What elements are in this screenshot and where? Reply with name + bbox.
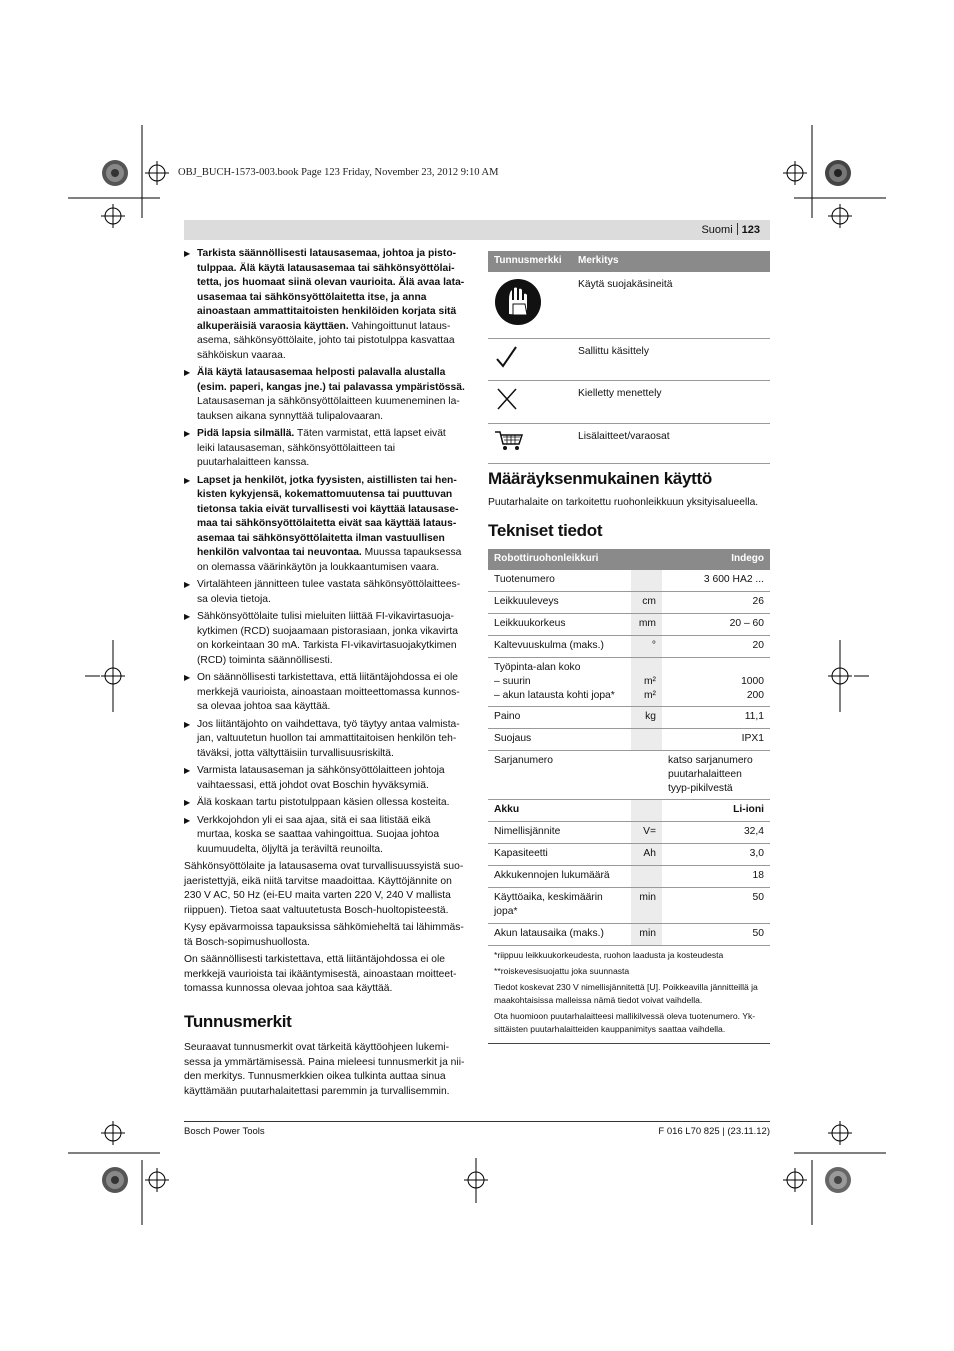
spec-label: Leikkuuleveys	[488, 591, 631, 613]
bullet-bold-text: Tarkista säännöllisesti latausasemaa, johtoa ja pisto-tulppaa. Älä käytä latausasemaa tai sähkönsyöttölai-tetta, jos huomaat siinä olevan vaurioita. Älä avaa lata-usasemaa tai sähkönsyöttölaitetta itse, ja anna ainoastaan ammattitaitoisten henkilöiden korjata sitä alkuperäisiä varaosia käyttäen.	[197, 248, 465, 332]
spec-unit: °	[631, 635, 662, 657]
footer-rule	[184, 1121, 770, 1122]
table-row	[488, 821, 770, 843]
bullet-arrow-icon: ▶	[184, 766, 191, 775]
spec-value: 3,0	[662, 843, 770, 865]
spec-unit	[631, 570, 662, 592]
page-number: 123	[741, 224, 760, 236]
bullet-arrow-icon: ▶	[184, 475, 191, 485]
spec-unit	[631, 865, 662, 887]
symbol-meaning: Lisälaitteet/varaosat	[572, 423, 770, 464]
gloves-icon	[494, 278, 542, 326]
bullet-arrow-icon: ▶	[184, 429, 191, 438]
note: Ota huomioon puutarhalaitteesi mallikilvessä oleva tuotenumero. Yk-sittäisten puutarhalaitteiden kauppanimitys saattaa vaihdella.	[494, 1010, 756, 1034]
spec-value: 50	[662, 923, 770, 945]
spec-value: 20	[662, 635, 770, 657]
table-row	[488, 381, 770, 424]
bullet-text: Vahingoittunut lataus-asema, sähkönsyöttölaite, johto tai pistotulppa kasvattaa sähköiskun vaaraa.	[197, 320, 455, 361]
table-row	[488, 706, 770, 728]
table-row	[488, 635, 770, 657]
file-info: OBJ_BUCH-1573-003.book Page 123 Friday, November 23, 2012 9:10 AM	[178, 167, 499, 178]
safety-bullet	[184, 610, 465, 668]
symbol-col-header: Tunnusmerkki	[488, 251, 572, 272]
note: **roiskevesisuojattu joka suunnasta	[494, 965, 630, 976]
spec-unit: min	[631, 923, 662, 945]
symbol-meaning: Kielletty menettely	[572, 381, 770, 424]
heading-tunnusmerkit: Tunnusmerkit	[184, 1011, 292, 1031]
table-row	[488, 799, 770, 821]
spec-unit: V=	[631, 821, 662, 843]
table-row	[488, 865, 770, 887]
spec-label: Akun latausaika (maks.)	[488, 923, 631, 945]
note: Tiedot koskevat 230 V nimellisjännitettä [U]. Poikkeavilla jännitteillä ja maakohtaisissa malleissa nämä tiedot voivat vaihdella.	[494, 981, 758, 1005]
spec-label: Kapasiteetti	[488, 843, 631, 865]
bullet-arrow-icon: ▶	[184, 368, 191, 377]
footer-right: F 016 L70 825 | (23.11.12)	[658, 1126, 770, 1137]
bullet-arrow-icon: ▶	[184, 815, 191, 825]
table-row	[488, 272, 770, 338]
spec-label: Sarjanumero	[488, 750, 662, 799]
spec-label: Akkukennojen lukumäärä	[488, 865, 631, 887]
bullet-arrow-icon: ▶	[184, 719, 191, 729]
bullet-arrow-icon: ▶	[184, 798, 191, 807]
bullet-arrow-icon: ▶	[184, 612, 191, 621]
spec-label: Paino	[488, 706, 631, 728]
tech-table-title: Robottiruohonleikkuri	[488, 549, 662, 570]
section-name: Suomi	[701, 224, 733, 236]
spec-unit: kg	[631, 706, 662, 728]
bullet-text: Sähkönsyöttölaite tulisi mieluiten liittää FI-vikavirtasuoja-kytkimen (RCD) suojaamaan pistorasiaan, jonka vikavirta on korkeintaan 30 mA. Tarkista FI-vikavirtasuojakytkimen (RCD) toiminta säännöllisesti.	[197, 611, 458, 666]
spec-label: Suojaus	[488, 728, 631, 750]
heading-tech-data: Tekniset tiedot	[488, 521, 603, 540]
check-icon	[494, 345, 520, 369]
right-column	[488, 251, 770, 1044]
page-header	[184, 220, 770, 240]
spec-unit	[631, 728, 662, 750]
left-column	[184, 247, 465, 1102]
bullet-text: Täten varmistat, että lapset eivät leiki latausaseman, sähkönsyöttölaitteen tai puutarhalaitteen kanssa.	[197, 428, 446, 468]
spec-label: Leikkuukorkeus	[488, 613, 631, 635]
spec-value: 50	[662, 887, 770, 923]
bullet-bold-text: Lapset ja henkilöt, jotka fyysisten, aistillisten tai hen-kisten kykyjensä, kokemattomuutensa tai puuttuvan tietonsa takia eivät turvallisesti voi käyttää latausase-maa tai sähkönsyöttölaitetta eivät saa käyttää lataus-asemaa tai sähkönsyöttölaitetta ilman vastuullisen henkilön valvontaa tai neuvontaa.	[197, 474, 459, 558]
safety-bullet	[184, 474, 465, 576]
spec-value: 3 600 HA2 ...	[662, 570, 770, 592]
table-row	[488, 887, 770, 923]
bullet-text: Verkkojohdon yli ei saa ajaa, sitä ei saa litistää eikä murtaa, koska se saattaa vahingoittua. Suojaa johtoa kuumuudelta, öljyltä ja teräviltä reunoilta.	[197, 814, 440, 855]
bullet-text: Latausaseman ja sähkönsyöttölaitteen kuumeneminen la-tauksen aikana synnyttää tulipalovaaran.	[197, 396, 460, 422]
bullet-text: Jos liitäntäjohto on vaihdettava, työ täytyy antaa valmista-jan, valtuutetun huollon tai ammattitaitoisen henkilön teh-täväksi, jotta vältyttäisiin turvallisuusriskiltä.	[197, 718, 460, 759]
safety-bullet	[184, 814, 465, 858]
spec-value: katso sarjanumero puutarhalaitteen tyyp-pikilvestä	[662, 750, 770, 799]
table-row	[488, 923, 770, 945]
spec-label: Työpinta-alan koko	[494, 661, 581, 673]
spec-unit: min	[631, 887, 662, 923]
safety-bullet	[184, 578, 465, 607]
table-row	[488, 613, 770, 635]
spec-value: 200	[746, 689, 764, 701]
spec-value: IPX1	[662, 728, 770, 750]
spec-value: 11,1	[662, 706, 770, 728]
table-row	[488, 570, 770, 592]
tech-data-table	[488, 549, 770, 946]
spec-label: Kaltevuuskulma (maks.)	[488, 635, 631, 657]
spec-label: Käyttöaika, keskimäärin jopa*	[488, 887, 631, 923]
table-row	[488, 423, 770, 464]
spec-value: 26	[662, 591, 770, 613]
table-row	[488, 750, 770, 799]
spec-label: Nimellisjännite	[488, 821, 631, 843]
spec-value: 18	[662, 865, 770, 887]
bullet-bold-text: Pidä lapsia silmällä.	[197, 428, 295, 439]
bullet-arrow-icon: ▶	[184, 580, 191, 589]
bullet-text: Muussa tapauksessa on olemassa väärinkäytön ja loukkaantumisen vaara.	[197, 547, 462, 573]
note: *riippuu leikkuukorkeudesta, ruohon laadusta ja kosteudesta	[494, 949, 724, 960]
symbol-meaning: Käytä suojakäsineitä	[572, 272, 770, 338]
cross-icon	[494, 387, 520, 411]
tunnus-text: Seuraavat tunnusmerkit ovat tärkeitä käyttöohjeen lukemi-sessa ja ymmärtämisessä. Paina mieleesi tunnusmerkit ja nii-den merkitys. Tunnusmerkkien oikea tulkinta auttaa sinua käyttämään puutarhalaitettasi paremmin ja turvallisemmin.	[184, 1042, 465, 1097]
safety-bullet	[184, 427, 465, 471]
footer-left: Bosch Power Tools	[184, 1126, 265, 1137]
intended-use-text: Puutarhalaite on tarkoitettu ruohonleikkuun yksityisalueella.	[488, 496, 759, 508]
symbol-meaning: Sallittu käsittely	[572, 338, 770, 381]
safety-bullet	[184, 796, 465, 811]
table-notes	[488, 946, 770, 1044]
spec-value: 20 – 60	[662, 613, 770, 635]
spec-unit: cm	[631, 591, 662, 613]
spec-unit: m²	[643, 675, 656, 687]
bullet-arrow-icon: ▶	[184, 673, 191, 682]
spec-value: 32,4	[662, 821, 770, 843]
safety-bullet	[184, 366, 465, 424]
bullet-text: Varmista latausaseman ja sähkönsyöttölaitteen johtoja vaihtaessasi, että johdot ovat Boschin hyväksymiä.	[197, 765, 445, 791]
spec-unit: Ah	[631, 843, 662, 865]
safety-bullet-list	[184, 247, 465, 857]
bullet-text: Älä koskaan tartu pistotulppaan käsien ollessa kosteita.	[197, 797, 450, 808]
paragraph: Sähkönsyöttölaite ja latausasema ovat turvallisuussyistä suo-jaeristettyjä, eikä niitä tarvitse maadoittaa. Käyttöjännite on 230 V AC, 50 Hz (ei-EU maita varten 220 V, 240 V mallista riippuen). Tietoa saat valtuutetusta Bosch-huoltopisteestä.	[184, 861, 464, 916]
spec-label: Tuotenumero	[488, 570, 631, 592]
spec-sublabel: – akun latausta kohti jopa*	[494, 689, 615, 701]
paragraph: On säännöllisesti tarkistettava, että liitäntäjohdossa ei ole merkkejä vaurioista tai ikääntymisestä, ainoastaan moitteet-tomassa kunnossa olevaa johtoa saa käyttää.	[184, 954, 457, 994]
spec-value: Li-ioni	[662, 799, 770, 821]
meaning-col-header: Merkitys	[572, 251, 770, 272]
bullet-text: On säännöllisesti tarkistettava, että liitäntäjohdossa ei ole merkkejä vaurioista, ainoastaan moitteettomassa kunnos-sa olevaa johtoa saa käyttää.	[197, 672, 460, 712]
table-row	[488, 657, 770, 706]
spec-sublabel: – suurin	[494, 675, 531, 687]
table-row	[488, 591, 770, 613]
bullet-bold-text: Älä käytä latausasemaa helposti palavalla alustalla (esim. paperi, kangas jne.) tai palavassa ympäristössä.	[197, 367, 465, 393]
safety-bullet	[184, 671, 465, 715]
spec-unit: m²	[643, 689, 656, 701]
table-row	[488, 338, 770, 381]
table-row	[488, 728, 770, 750]
paragraph: Kysy epävarmoissa tapauksissa sähkömieheltä tai lähimmäs-tä Bosch-sopimushuollosta.	[184, 922, 464, 948]
safety-bullet	[184, 718, 465, 762]
bullet-arrow-icon: ▶	[184, 249, 191, 258]
spec-value: 1000	[741, 675, 764, 687]
symbol-table	[488, 251, 770, 464]
heading-intended-use: Määräyksenmukainen käyttö	[488, 469, 712, 488]
safety-bullet	[184, 247, 465, 363]
safety-bullet	[184, 764, 465, 793]
bullet-text: Virtalähteen jännitteen tulee vastata sähkönsyöttölaittees-sa olevia tietoja.	[197, 579, 461, 605]
spec-unit: mm	[631, 613, 662, 635]
table-row	[488, 843, 770, 865]
spec-label: Akku	[488, 799, 631, 821]
tech-table-model: Indego	[662, 549, 770, 570]
cart-icon	[494, 430, 524, 452]
